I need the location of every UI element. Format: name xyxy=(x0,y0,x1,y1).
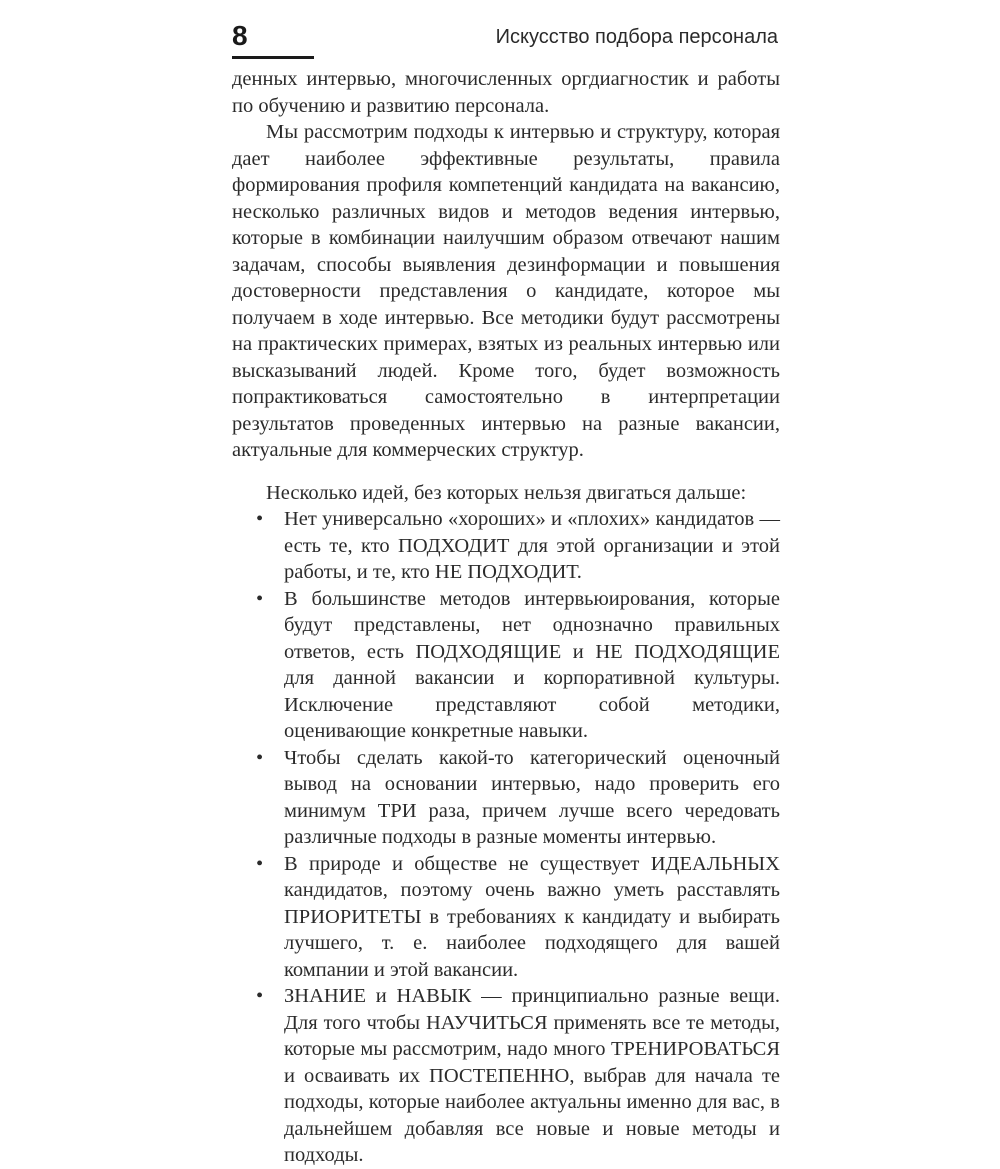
bullet-icon: • xyxy=(256,587,264,610)
list-item xyxy=(232,586,780,745)
bullet-icon: • xyxy=(256,985,264,1007)
list-item xyxy=(232,506,780,586)
list-item-text: Нет универсально «хороших» и «плохих» кандидатов — есть те, кто ПОДХОДИТ для этой организации и этой работы, и те, кто НЕ ПОДХОДИТ. xyxy=(284,508,780,583)
idea-list xyxy=(232,506,780,1169)
body-text xyxy=(232,66,780,1169)
page-number: 8 xyxy=(232,20,248,51)
list-item-text: В природе и обществе не существует ИДЕАЛЬНЫХ кандидатов, поэтому очень важно уметь расставлять ПРИОРИТЕТЫ в требованиях к кандидату и выбирать лучшего, т. е. наиболее подходящего для вашей компании и этой вакансии. xyxy=(284,852,780,981)
header-rule xyxy=(232,56,314,59)
bullet-icon: • xyxy=(256,746,264,769)
list-item xyxy=(232,851,780,984)
list-intro: Несколько идей, без которых нельзя двигаться дальше: xyxy=(266,481,747,504)
list-item xyxy=(232,745,780,851)
list-item-text: В большинстве методов интервьюирования, которые будут представлены, нет однозначно правильных ответов, есть ПОДХОДЯЩИЕ и НЕ ПОДХОДЯЩИЕ для данной вакансии и корпоративной культуры. Исключение представляют собой методики, оценивающие конкретные навыки. xyxy=(284,587,780,742)
bullet-icon: • xyxy=(256,508,264,530)
page-header xyxy=(232,14,778,62)
running-title: Искусство подбора персонала xyxy=(495,26,778,48)
bullet-icon: • xyxy=(256,852,264,875)
list-item-text: Чтобы сделать какой-то категорический оценочный вывод на основании интервью, надо проверить его минимум ТРИ раза, причем лучше всего чередовать различные подходы в разные моменты интервью. xyxy=(284,746,780,848)
paragraph-2: Мы рассмотрим подходы к интервью и структуру, которая дает наиболее эффективные результаты, правила формирования профиля компетенций кандидата на вакансию, несколько различных видов и методов ведения интервью, которые в комбинации наилучшим образом отвечают нашим задачам, способы выявления дезинформации и повышения достоверности представления о кандидате, которое мы получаем в ходе интервью. Все методики будут рассмотрены на практических примерах, взятых из реальных интервью или высказываний людей. Кроме того, будет возможность попрактиковаться самостоятельно в интерпретации результатов проведенных интервью на разные вакансии, актуальные для коммерческих структур. xyxy=(232,121,780,461)
list-item-text: ЗНАНИЕ и НАВЫК — принципиально разные вещи. Для того чтобы НАУЧИТЬСЯ применять все те методы, которые мы рассмотрим, надо много ТРЕНИРОВАТЬСЯ и осваивать их ПОСТЕПЕННО, выбрав для начала те подходы, которые наиболее актуальны именно для вас, в дальнейшем добавляя все новые и новые методы и подходы. xyxy=(284,985,780,1166)
continuation-paragraph: денных интервью, многочисленных оргдиагностик и работы по обучению и развитию персонала. xyxy=(232,68,780,117)
list-item xyxy=(232,983,780,1169)
